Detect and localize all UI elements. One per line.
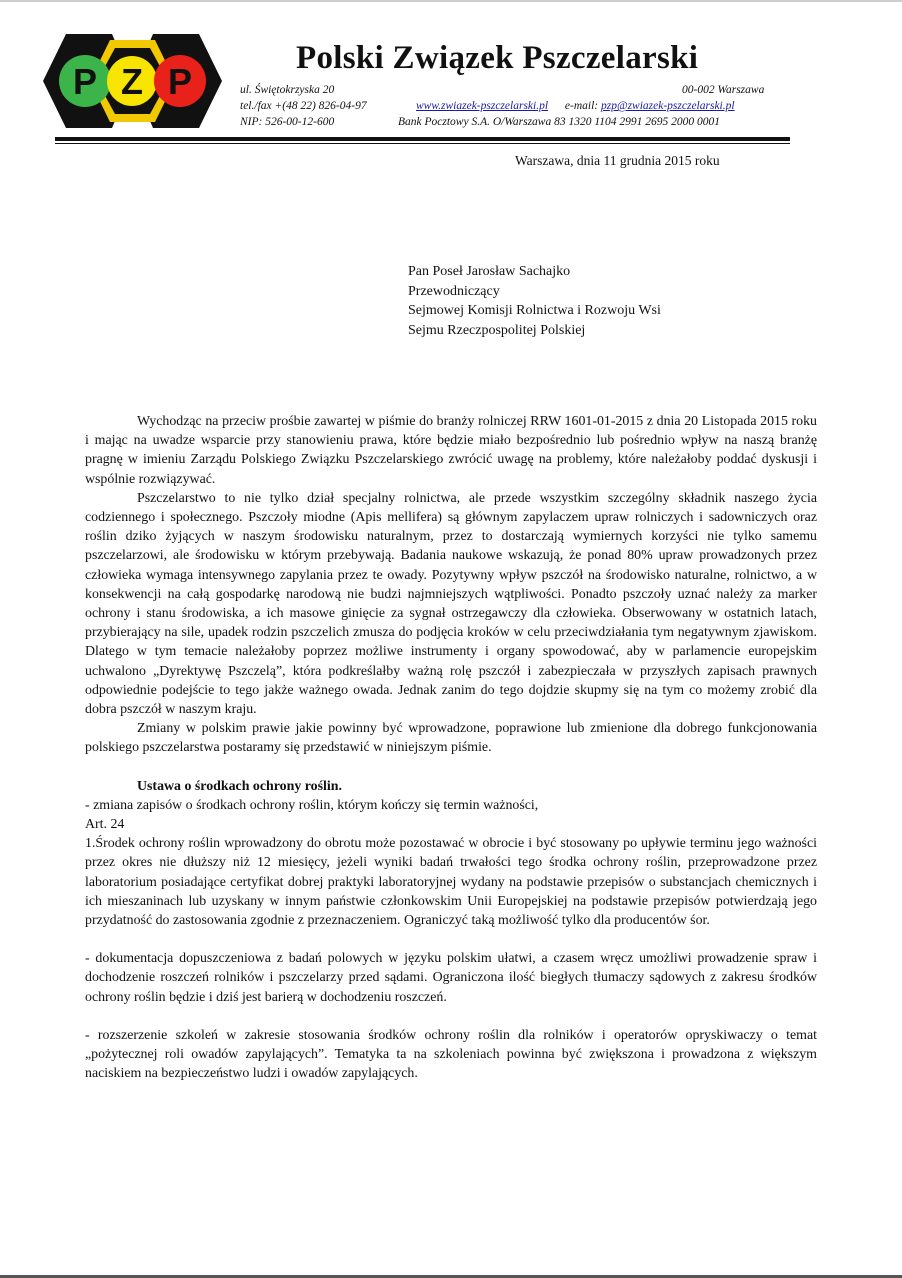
header-nip: NIP: 526-00-12-600 bbox=[240, 116, 335, 128]
letter-date: Warszawa, dnia 11 grudnia 2015 roku bbox=[515, 153, 720, 168]
section-heading: Ustawa o środkach ochrony roślin. bbox=[137, 778, 342, 794]
pzp-logo bbox=[40, 30, 225, 132]
pzp-logo-graphic bbox=[40, 30, 225, 132]
email-label: e-mail: bbox=[564, 100, 599, 112]
addressee-line: Przewodniczący bbox=[408, 283, 500, 299]
addressee-line: Pan Poseł Jarosław Sachajko bbox=[408, 264, 571, 279]
addressee-line: Sejmowej Komisji Rolnictwa i Rozwoju Wsi bbox=[408, 303, 661, 318]
article-number: Art. 24 bbox=[85, 817, 125, 833]
header-divider-thin bbox=[55, 143, 790, 144]
logo-letter-p-left: P bbox=[72, 61, 98, 102]
logo-letter-p-right: P bbox=[167, 61, 193, 102]
spacer bbox=[85, 930, 817, 949]
header-divider-thick bbox=[55, 137, 790, 141]
header-phone: tel./fax +(48 22) 826-04-97 bbox=[240, 100, 367, 112]
email-link[interactable]: pzp@zwiazek-pszczelarski.pl bbox=[601, 100, 735, 112]
spacer bbox=[85, 758, 817, 777]
section-bullet: - dokumentacja dopuszczeniowa z badań polowych w języku polskim ułatwi, a czasem wręcz umożliwi prowadzenie spraw i dochodzenie roszczeń rolników i pszczelarzy przed sądami. Ograniczona ilość biegłych tłumaczy sądowych z zakresu środków ochrony roślin będzie i dziś jest barierą w dochodzeniu roszczeń. bbox=[85, 951, 817, 1005]
article-text: 1.Środek ochrony roślin wprowadzony do obrotu może pozostawać w obrocie i być stosowany po upływie terminu jego ważności przez okres nie dłuższy niż 12 miesięcy, jeżeli wyniki badań trwałości tego środka ochrony roślin, przeprowadzone przez laboratorium posiadające certyfikat dobrej praktyki laboratoryjnej wydany na podstawie przepisów o substancjach chemicznych i ich mieszaninach lub uzyskany w innym państwie członkowskim Unii Europejskiej na podstawie przepisów potwierdzają jego przydatność do zastosowania zgodnie z przeznaczeniem. Ograniczyć taką możliwość tylko dla producentów śor. bbox=[85, 836, 817, 929]
header-street: ul. Świętokrzyska 20 bbox=[240, 84, 335, 96]
header-contact-links bbox=[416, 100, 735, 112]
body-paragraph: Wychodząc na przeciw prośbie zawartej w piśmie do branży rolniczej RRW 1601-01-2015 z dnia 20 Listopada 2015 roku i mając na uwadze wsparcie przy stanowieniu prawa, które będzie miało bezpośrednio lub pośrednio wpływ na naszą branżę pragnę w imieniu Zarządu Polskiego Związku Pszczelarskiego zwrócić uwagę na problemy, które należałoby poddać dyskusji i wspólnie rozwiązywać. bbox=[85, 414, 817, 487]
header-postal: 00-002 Warszawa bbox=[682, 84, 765, 96]
body-paragraph: Pszczelarstwo to nie tylko dział specjalny rolnictwa, ale przede wszystkim szczególny składnik naszego życia codziennego i społecznego. Pszczoły miodne (Apis mellifera) są głównym zapylaczem upraw rolniczych i sadowniczych oraz roślin dziko żyjących w naszym środowisku naturalnym, przez to dostarczają wymiernych korzyści nie tylko samemu pszczelarzowi, ale środowisku w którym przebywają. Badania naukowe wskazują, że ponad 80% upraw prowadzonych przez człowieka wymaga intensywnego zapylania przez te owady. Pozytywny wpływ pszczół na środowisko naturalne, rolnictwo, a w konsekwencji na całą gospodarkę narodową nie budzi najmniejszych wątpliwości. Ponadto pszczoły uznać należy za marker ochrony i stanu środowiska, a ich masowe ginięcie za sygnał ostrzegawczy dla człowieka. Obserwowany w ostatnich latach, przybierający na sile, upadek rodzin pszczelich zmusza do podjęcia kroków w celu przeciwdziałania tym negatywnym zjawiskom. Dlatego w tym temacie należałoby poprzez możliwe instrumenty i organy spowodować, aby w parlamencie europejskim uchwalono „Dyrektywę Pszczelą”, która podkreślałby ważną rolę pszczół i zabezpieczała w przyszłych zapisach prawnych odpowiednie podejście to tego jakże ważnego owada. Jednak zanim do tego dojdzie skupmy się na tym co możemy zrobić dla dobra pszczół w naszym kraju. bbox=[85, 490, 817, 718]
letter-body bbox=[85, 412, 817, 1084]
section-line: - zmiana zapisów o środkach ochrony roślin, którym kończy się termin ważności, bbox=[85, 797, 539, 813]
header-bank-account: Bank Pocztowy S.A. O/Warszawa 83 1320 1104 2991 2695 2000 0001 bbox=[398, 116, 720, 128]
addressee-line: Sejmu Rzeczpospolitej Polskiej bbox=[408, 322, 586, 338]
page-top-edge bbox=[0, 0, 902, 2]
addressee-block bbox=[408, 262, 661, 340]
website-link[interactable]: www.zwiazek-pszczelarski.pl bbox=[416, 100, 549, 112]
section-bullet: - rozszerzenie szkoleń w zakresie stosowania środków ochrony roślin dla rolników i operatorów opryskiwaczy o temat „pożytecznej roli owadów zapylających”. Tematyka ta na szkoleniach powinna być zwiększona i prowadzona z większym naciskiem na bezpieczeństwo ludzi i owadów zapylających. bbox=[85, 1027, 817, 1082]
organization-name: Polski Związek Pszczelarski bbox=[296, 40, 699, 76]
body-paragraph: Zmiany w polskim prawie jakie powinny być wprowadzone, poprawione lub zmienione dla dobrego funkcjonowania polskiego pszczelarstwa postaramy się przedstawić w niniejszym piśmie. bbox=[85, 721, 817, 756]
logo-letter-z: Z bbox=[121, 61, 143, 102]
spacer bbox=[85, 1007, 817, 1026]
